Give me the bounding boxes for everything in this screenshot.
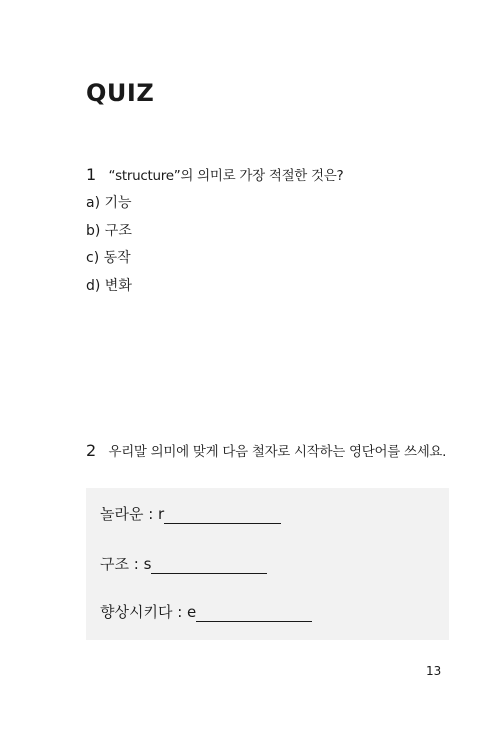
question-1-text: “structure”의 의미로 가장 적절한 것은?: [108, 168, 344, 184]
blank-prompt-3: 향상시키다 : e: [100, 603, 197, 621]
question-2-number: 2: [86, 441, 97, 460]
blank-row-3: [100, 602, 312, 622]
blank-row-1: [100, 504, 281, 524]
question-1-options: [86, 193, 132, 303]
blank-prompt-1: 놀라운 : r: [100, 505, 165, 523]
blank-prompt-2: 구조 : s: [100, 555, 152, 573]
question-1-number: 1: [86, 165, 97, 184]
option-c: c) 동작: [86, 250, 131, 266]
page-title: QUIZ: [86, 79, 155, 107]
blank-line-3[interactable]: [196, 604, 312, 622]
blank-row-2: [100, 554, 267, 574]
blank-line-1[interactable]: [164, 506, 281, 524]
option-d: d) 변화: [86, 277, 132, 294]
option-b: b) 구조: [86, 222, 132, 239]
page-number: 13: [426, 664, 442, 678]
blank-line-2[interactable]: [151, 556, 267, 574]
answer-box: [86, 488, 449, 640]
option-a: a) 기능: [86, 195, 132, 211]
question-1: [86, 165, 343, 186]
question-2: [86, 441, 446, 462]
question-2-text: 우리말 의미에 맞게 다음 철자로 시작하는 영단어를 쓰세요.: [108, 444, 447, 460]
